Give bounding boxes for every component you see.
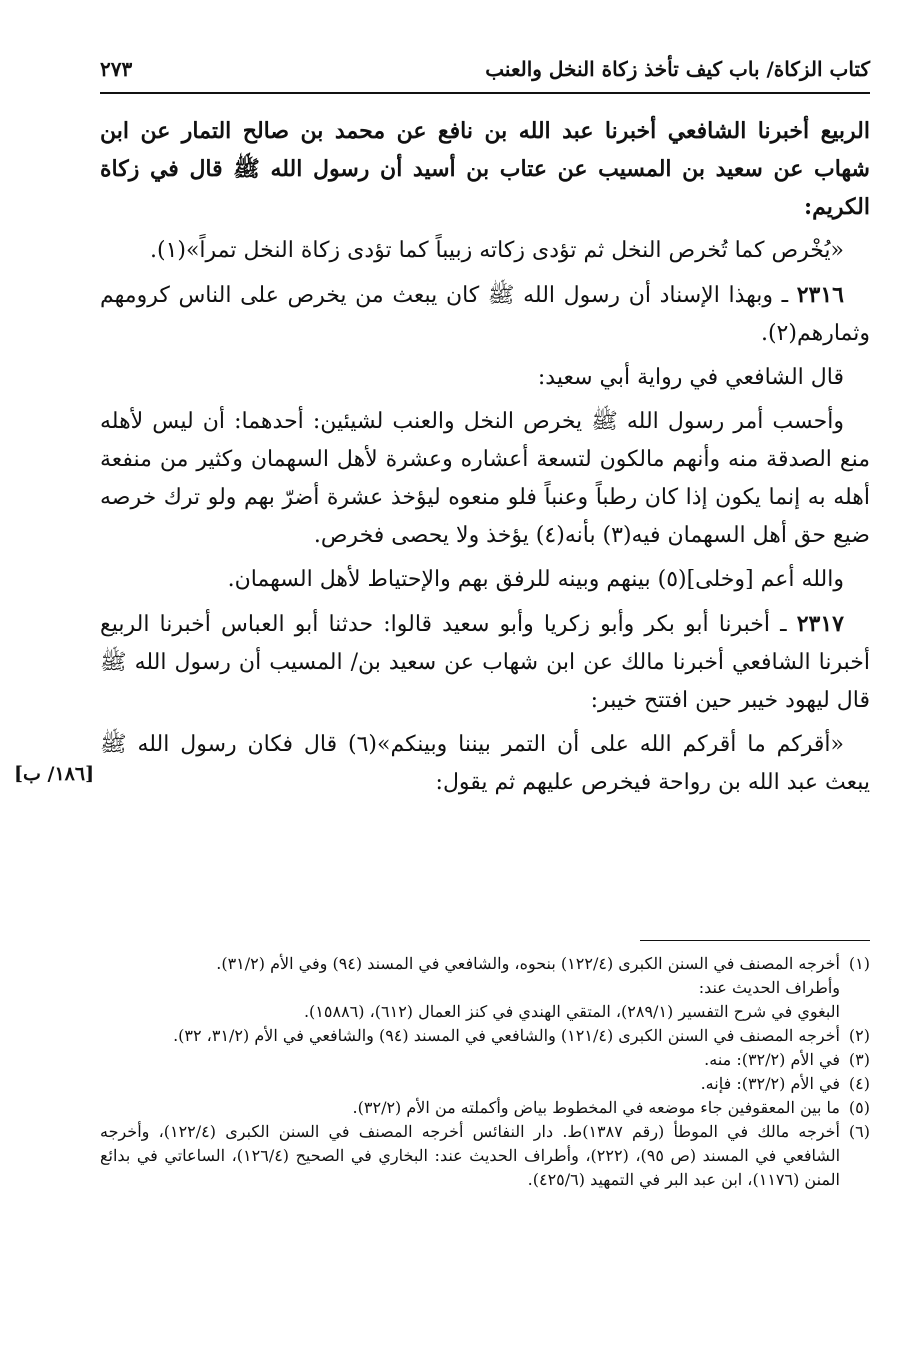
footnote-text: أخرجه مالك في الموطأ (رقم ١٣٨٧)ط. دار النفائس أخرجه المصنف في السنن الكبرى (١٢٢/٤)، وأخرجه الشافعي في المسند (ص ٩٥)، (٢٢٢)، وأطراف الحديث عند: البخاري في الصحيح (١٢٦/٤)، الساعاتي في بدائع المنن (١١٧٦)، ابن عبد البر في التمهيد (٤٢٥/٦). — [100, 1122, 841, 1189]
hadith-text: ـ أخبرنا أبو بكر وأبو زكريا وأبو سعيد قالوا: حدثنا أبو العباس أخبرنا الربيع أخبرنا الشافعي أخبرنا مالك عن ابن شهاب عن سعيد بن/ المسيب أن رسول الله ﷺ قال ليهود خيبر حين افتتح خيبر: — [100, 612, 870, 713]
footnote-1-continuation: وأطراف الحديث عند: — [698, 978, 840, 997]
footnote-5 — [100, 1096, 870, 1120]
paragraph-6: والله أعم [وخلى](٥) بينهم وبينه للرفق بهم والإحتياط لأهل السهمان. — [227, 567, 844, 592]
footnote-mark: (٤) — [848, 1074, 870, 1093]
hadith-2317 — [100, 605, 870, 720]
footnote-mark: (٦) — [848, 1122, 870, 1141]
footnote-rule — [640, 940, 870, 941]
paragraph-4: قال الشافعي في رواية أبي سعيد: — [537, 365, 844, 390]
footnote-text: في الأم (٣٢/٢): فإنه. — [700, 1074, 840, 1093]
footnote-text: أخرجه المصنف في السنن الكبرى (١٢٢/٤) بنحوه، والشافعي في المسند (٩٤) وفي الأم (٣١/٢). — [216, 954, 840, 973]
footnote-1-continuation: البغوي في شرح التفسير (٢٨٩/١)، المتقي الهندي في كنز العمال (٦١٢)، (١٥٨٨٦). — [303, 1002, 840, 1021]
footnote-mark: (٣) — [848, 1050, 870, 1069]
page-header — [100, 52, 870, 86]
hadith-text: ـ وبهذا الإسناد أن رسول الله ﷺ كان يبعث من يخرص على الناس كرومهم وثمارهم(٢). — [100, 283, 870, 346]
hadith-number: ٢٣١٦ — [796, 282, 844, 308]
main-text — [100, 112, 870, 808]
hadith-2316 — [100, 276, 870, 353]
footnote-text: في الأم (٣٢/٢): منه. — [704, 1050, 840, 1069]
manuscript-folio-note: [١٨٦/ ب] — [14, 763, 95, 785]
footnote-3 — [100, 1048, 870, 1072]
footnote-mark: (١) — [848, 954, 870, 973]
paragraph-5: وأحسب أمر رسول الله ﷺ يخرص النخل والعنب لشيئين: أحدهما: أن ليس لأهله منع الصدقة منه وأنهم مالكون لتسعة أعشاره وعشرة لأهل السهمان وكثير من منفعة أهله به إنما يكون إذا كان رطباً وعنباً فلو منعوه ليؤخذ عشرة أضرّ بهم ولو ترك خرصه ضيع حق أهل السهمان فيه(٣) بأنه(٤) يؤخذ ولا يحصى فخرص. — [100, 409, 870, 548]
header-rule — [100, 92, 870, 94]
footnotes — [100, 952, 870, 1192]
paragraph-2: «يُخْرص كما تُخرص النخل ثم تؤدى زكاته زبيباً كما تؤدى زكاة النخل تمراً»(١). — [149, 238, 844, 263]
paragraph-8: «أقركم ما أقركم الله على أن التمر بيننا وبينكم»(٦) قال فكان رسول الله ﷺ يبعث عبد الله بن رواحة فيخرص عليهم ثم يقول: — [100, 732, 870, 795]
footnote-text: أخرجه المصنف في السنن الكبرى (١٢١/٤) والشافعي في المسند (٩٤) والشافعي في الأم (٣١/٢، ٣٢). — [173, 1026, 840, 1045]
footnote-1 — [100, 952, 870, 976]
hadith-number: ٢٣١٧ — [796, 611, 844, 637]
footnote-mark: (٥) — [848, 1098, 870, 1117]
footnote-text: ما بين المعقوفين جاء موضعه في المخطوط بياض وأكملته من الأم (٣٢/٢). — [352, 1098, 840, 1117]
footnote-6 — [100, 1120, 870, 1192]
footnote-4 — [100, 1072, 870, 1096]
footnote-2 — [100, 1024, 870, 1048]
footnote-mark: (٢) — [848, 1026, 870, 1045]
paragraph-1: الربيع أخبرنا الشافعي أخبرنا عبد الله بن نافع عن محمد بن صالح التمار عن ابن شهاب عن سعيد بن المسيب عن عتاب بن أسيد أن رسول الله ﷺ قال في زكاة الكريم: — [100, 118, 870, 220]
page-number: ٢٧٣ — [100, 57, 133, 81]
running-title: كتاب الزكاة/ باب كيف تأخذ زكاة النخل والعنب — [485, 57, 870, 81]
